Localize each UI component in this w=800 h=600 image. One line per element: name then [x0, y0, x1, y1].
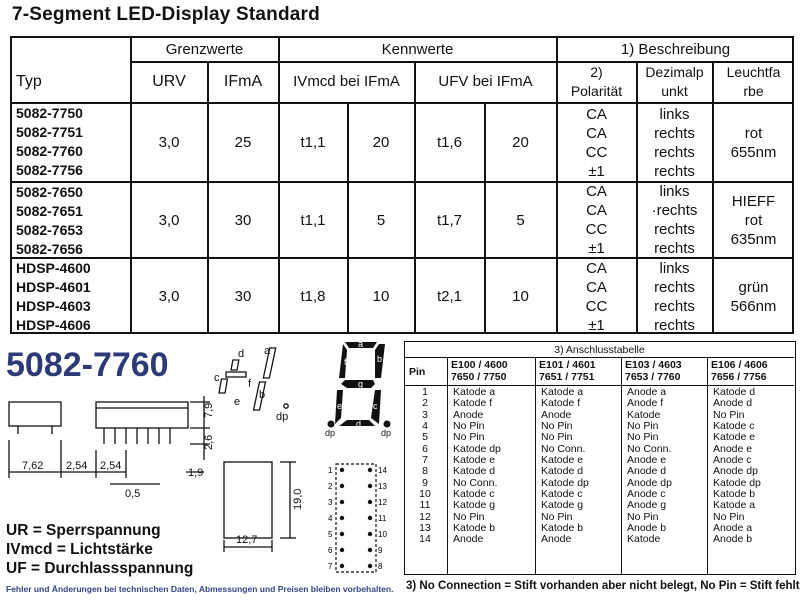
- type-code: 5082-7756: [16, 162, 83, 178]
- seg-label-dp: dp: [276, 411, 289, 422]
- pin-number-right: 12: [378, 498, 387, 507]
- pin-number-left: 7: [328, 562, 333, 571]
- cell-decimal: [637, 104, 712, 181]
- seg-label-c: c: [214, 372, 220, 384]
- col-decimal: Dezimalpunkt: [645, 63, 704, 99]
- pin-cell: Katode dp: [453, 442, 501, 455]
- polarity-value: CA: [586, 183, 607, 200]
- seg-label-d: d: [238, 348, 245, 360]
- pin-number-right: 11: [378, 514, 387, 523]
- pin-dot: [340, 516, 344, 520]
- dim-2-54-a: 2,54: [66, 460, 88, 472]
- type-code: 5082-7760: [16, 143, 83, 159]
- pin-cell: Katode g: [541, 499, 584, 512]
- cell-iv: t1,8: [300, 288, 326, 305]
- pin-cell: Anode b: [627, 522, 667, 535]
- pin-number-left: 4: [328, 514, 333, 523]
- pin-layout-diagram: [322, 458, 398, 576]
- pin-number-right: 8: [378, 562, 383, 571]
- cell-ur: 3,0: [158, 288, 180, 305]
- seg-label-f: f: [248, 378, 252, 390]
- cell-ur: 3,0: [158, 134, 180, 151]
- polarity-value: CA: [586, 278, 607, 296]
- group-types: [16, 259, 91, 335]
- dim-7-62: 7,62: [22, 460, 44, 472]
- pin-cell: Anode: [453, 533, 484, 546]
- decimal-value: rechts: [654, 316, 695, 334]
- pin-number-right: 10: [378, 530, 387, 539]
- cell-ur: 3,0: [158, 211, 180, 229]
- pin-cell: 8: [422, 465, 428, 478]
- cell-uf: t2,1: [436, 288, 463, 305]
- pin-dot: [340, 468, 344, 472]
- cell-iv-if: 20: [372, 134, 390, 151]
- color-value: HIEFF: [731, 192, 776, 210]
- pin-cell: Katode f: [453, 397, 493, 410]
- pin-cell: No Pin: [713, 510, 745, 523]
- pin-cell: Katode a: [453, 386, 496, 398]
- variant-header: [625, 359, 682, 383]
- color-value: 655nm: [730, 143, 777, 161]
- pin-cell: Katode c: [713, 420, 755, 433]
- pin-cell: 7: [422, 454, 428, 467]
- cell-iv: t1,1: [300, 211, 326, 229]
- seg-label-b: b: [259, 389, 266, 401]
- legend-uf: UF = Durchlassspannung: [6, 560, 194, 577]
- cell-color: [713, 104, 794, 181]
- pin-cell: 3: [422, 408, 428, 421]
- pin-cell: 11: [419, 499, 431, 512]
- footnote: Fehler und Änderungen bei technischen Daten, Abmessungen und Preisen bleiben vorbehalten.: [6, 584, 394, 594]
- note-connection: 3) No Connection = Stift vorhanden aber nicht belegt, No Pin = Stift fehlt: [406, 580, 800, 592]
- type-code: 5082-7656: [16, 241, 83, 257]
- pin-cell: Katode d: [713, 386, 756, 398]
- pin-assignment-column: [713, 387, 761, 546]
- decimal-value: ·rechts: [651, 202, 698, 219]
- pin-table: [404, 341, 796, 575]
- pin-cell: 6: [422, 442, 428, 455]
- cell-decimal: [637, 259, 712, 334]
- svg-text:b: b: [377, 354, 383, 364]
- dim-2-6: 2,6: [203, 434, 215, 450]
- pin-dot: [368, 532, 372, 536]
- pin-cell: Katode dp: [713, 476, 761, 489]
- cell-uf-if: 10: [512, 288, 529, 305]
- pin-cell: Anode e: [627, 454, 667, 467]
- pin-dot: [368, 564, 372, 568]
- decimal-value: links: [659, 105, 690, 123]
- pin-cell: No Pin: [541, 510, 573, 523]
- pin-cell: 14: [419, 533, 431, 546]
- pin-cell: Anode: [453, 408, 484, 421]
- pin-cell: Katode d: [541, 465, 584, 478]
- pin-cell: Katode: [627, 533, 661, 546]
- polarity-value: CC: [585, 143, 608, 161]
- color-value: rot: [744, 211, 763, 229]
- dim-7-9: 7,9: [203, 402, 215, 418]
- dim-0-5: 0,5: [125, 488, 141, 500]
- pin-cell: 10: [419, 488, 431, 501]
- pin-dot: [340, 532, 344, 536]
- decimal-value: rechts: [654, 297, 695, 315]
- pin-cell: Katode e: [713, 431, 756, 444]
- polarity-value: CC: [585, 221, 608, 238]
- pin-cell: 2: [422, 397, 428, 410]
- pin-cell: Katode a: [713, 499, 756, 512]
- type-code: 5082-7651: [16, 203, 83, 219]
- pin-cell: Anode c: [713, 454, 752, 467]
- col-if: IFmA: [223, 73, 263, 90]
- col-color: Leuchtfarbe: [726, 63, 781, 99]
- dim-19-0: 19,0: [292, 488, 304, 510]
- decimal-value: rechts: [654, 240, 695, 257]
- decimal-value: rechts: [654, 221, 695, 238]
- header-line: Pin: [409, 366, 426, 378]
- pin-cell: No Pin: [713, 408, 745, 421]
- type-code: HDSP-4601: [16, 279, 91, 295]
- legend-ur: UR = Sperrspannung: [6, 522, 161, 539]
- pin-cell: Anode a: [713, 522, 753, 535]
- pin-cell: Katode e: [541, 454, 584, 467]
- pin-assignment-column: [541, 387, 589, 546]
- pin-dot: [340, 564, 344, 568]
- variant-header: [539, 359, 596, 383]
- cell-if: 25: [234, 134, 252, 151]
- svg-text:dp: dp: [381, 428, 392, 438]
- part-number: 5082-7760: [6, 346, 169, 384]
- pin-cell: No Pin: [453, 510, 485, 523]
- variant-header: [451, 359, 508, 383]
- pin-dot: [368, 484, 372, 488]
- pin-cell: No Pin: [541, 420, 573, 433]
- decimal-value: rechts: [654, 124, 695, 142]
- pin-number-left: 5: [328, 530, 333, 539]
- polarity-value: CA: [586, 105, 607, 123]
- cell-polarity: [557, 259, 636, 334]
- pin-cell: Katode dp: [541, 476, 589, 489]
- color-value: 566nm: [730, 297, 777, 315]
- page-title: 7-Segment LED-Display Standard: [12, 4, 320, 25]
- pin-dot: [368, 500, 372, 504]
- pin-header: [409, 366, 425, 378]
- pin-dot: [368, 468, 372, 472]
- pin-cell: 12: [419, 510, 431, 523]
- svg-text:e: e: [337, 401, 343, 411]
- pin-cell: No Conn.: [453, 476, 498, 489]
- polarity-value: ±1: [588, 240, 605, 257]
- col-polarity: 2) Polarität: [570, 63, 623, 99]
- type-code: 5082-7751: [16, 124, 83, 140]
- pin-number-left: 3: [328, 498, 333, 507]
- cell-color: [713, 259, 794, 334]
- col-iv: IVmcd bei IFmA: [293, 73, 400, 90]
- cell-iv: t1,1: [300, 134, 326, 151]
- header-line: 7650 / 7750: [451, 371, 507, 383]
- color-value: grün: [738, 278, 769, 296]
- legend-iv: IVmcd = Lichtstärke: [6, 541, 153, 558]
- pin-cell: Anode e: [713, 442, 753, 455]
- pin-number-left: 6: [328, 546, 333, 555]
- pin-cell: Katode a: [541, 386, 584, 398]
- pin-cell: Anode d: [627, 465, 667, 478]
- type-code: 5082-7650: [16, 184, 83, 200]
- pin-cell: Katode: [627, 408, 661, 421]
- decimal-value: rechts: [654, 162, 695, 180]
- header-description: 1) Beschreibung: [620, 41, 731, 58]
- dim-1-9: 1,9: [188, 467, 204, 479]
- pin-number-left: 2: [328, 482, 333, 491]
- cell-iv-if: 10: [372, 288, 390, 305]
- decimal-value: rechts: [654, 278, 695, 296]
- svg-text:c: c: [373, 401, 378, 411]
- decimal-value: links: [659, 183, 690, 200]
- pin-cell: Anode dp: [713, 465, 758, 478]
- pin-cell: Anode f: [627, 397, 664, 410]
- cell-polarity: [557, 183, 636, 257]
- header-line: 7656 / 7756: [711, 371, 767, 383]
- col-ur: URV: [152, 73, 186, 90]
- header-line: 7653 / 7760: [625, 371, 681, 383]
- pin-dot: [368, 548, 372, 552]
- dim-2-54-b: 2,54: [100, 460, 122, 472]
- specs-table: [10, 36, 794, 334]
- pin-cell: Katode c: [453, 488, 495, 501]
- pin-cell: Katode d: [453, 465, 496, 478]
- header-line: E101 / 4601: [539, 359, 596, 371]
- header-characteristics: Kennwerte: [381, 41, 454, 58]
- col-type: Typ: [16, 73, 42, 90]
- type-code: 5082-7653: [16, 222, 83, 238]
- pin-cell: Katode e: [453, 454, 496, 467]
- polarity-value: CA: [586, 259, 607, 277]
- pin-cell: Anode g: [627, 499, 667, 512]
- pin-cell: Katode f: [541, 397, 581, 410]
- pin-cell: No Pin: [627, 431, 659, 444]
- cell-color: [713, 183, 794, 257]
- seg-label-a: a: [264, 345, 271, 357]
- pin-cell: No Pin: [453, 420, 485, 433]
- cell-uf-if: 5: [516, 211, 525, 229]
- pin-cell: Katode b: [541, 522, 584, 535]
- pin-cell: No Pin: [627, 510, 659, 523]
- pin-cell: Katode b: [453, 522, 496, 535]
- pin-cell: Katode g: [453, 499, 496, 512]
- header-line: E100 / 4600: [451, 359, 508, 371]
- pin-cell: Anode a: [627, 386, 667, 398]
- seg-label-e: e: [234, 396, 241, 408]
- cell-iv-if: 5: [376, 211, 386, 229]
- polarity-value: CA: [586, 124, 607, 142]
- pin-table-title: 3) Anschlusstabelle: [554, 344, 645, 356]
- type-code: HDSP-4606: [16, 317, 91, 333]
- pin-cell: No Pin: [627, 420, 659, 433]
- pin-cell: No Pin: [541, 431, 573, 444]
- type-code: HDSP-4600: [16, 260, 91, 276]
- header-line: E106 / 4606: [711, 359, 768, 371]
- decimal-value: rechts: [654, 143, 695, 161]
- pin-dot: [340, 548, 344, 552]
- cell-uf: t1,6: [436, 134, 463, 151]
- cell-uf-if: 20: [512, 134, 529, 151]
- pin-cell: 9: [422, 476, 428, 489]
- pin-cell: Katode c: [541, 488, 583, 501]
- polarity-value: ±1: [588, 162, 605, 180]
- header-limits: Grenzwerte: [165, 41, 244, 58]
- segment-label-diagram: [208, 342, 308, 422]
- pin-cell: Anode b: [713, 533, 753, 546]
- group-types: [16, 183, 83, 259]
- cell-if: 30: [234, 211, 252, 229]
- color-value: rot: [744, 124, 763, 142]
- pin-number-column: [415, 387, 435, 546]
- cell-decimal: [637, 183, 712, 257]
- pin-assignment-column: [453, 387, 501, 546]
- svg-text:a: a: [358, 339, 364, 349]
- pin-cell: 5: [422, 431, 428, 444]
- header-line: E103 / 4603: [625, 359, 682, 371]
- polarity-value: CA: [586, 202, 607, 219]
- pin-number-right: 9: [378, 546, 383, 555]
- svg-text:dp: dp: [325, 428, 336, 438]
- pin-cell: Anode: [541, 408, 572, 421]
- header-line: 7651 / 7751: [539, 371, 595, 383]
- pin-cell: No Conn.: [627, 442, 672, 455]
- pin-cell: 1: [422, 386, 428, 398]
- decimal-value: links: [659, 259, 690, 277]
- svg-text:g: g: [358, 379, 364, 389]
- seven-segment-digit: [323, 338, 403, 438]
- pin-cell: Anode dp: [627, 476, 672, 489]
- pin-number-right: 14: [378, 466, 387, 475]
- pin-cell: 4: [422, 420, 428, 433]
- pin-assignment-column: [627, 387, 672, 546]
- group-types: [16, 104, 83, 180]
- variant-header: [711, 359, 768, 383]
- pin-cell: Anode: [541, 533, 572, 546]
- pin-cell: 13: [419, 522, 431, 535]
- pin-number-left: 1: [328, 466, 333, 475]
- pin-dot: [340, 500, 344, 504]
- pin-dot: [368, 516, 372, 520]
- svg-text:d: d: [356, 419, 362, 429]
- pin-number-right: 13: [378, 482, 387, 491]
- cell-uf: t1,7: [436, 211, 463, 229]
- type-code: HDSP-4603: [16, 298, 91, 314]
- col-uf: UFV bei IFmA: [438, 73, 533, 90]
- svg-text:f: f: [344, 357, 347, 367]
- color-value: 635nm: [730, 230, 777, 248]
- cell-polarity: [557, 104, 636, 181]
- pin-cell: No Conn.: [541, 442, 586, 455]
- pin-cell: Katode b: [713, 488, 756, 501]
- cell-if: 30: [234, 288, 252, 305]
- pin-cell: Anode d: [713, 397, 753, 410]
- pin-cell: Anode c: [627, 488, 666, 501]
- pin-dot: [340, 484, 344, 488]
- dim-12-7: 12,7: [236, 534, 258, 546]
- pin-cell: No Pin: [453, 431, 485, 444]
- polarity-value: CC: [585, 297, 608, 315]
- type-code: 5082-7750: [16, 105, 83, 121]
- polarity-value: ±1: [588, 316, 605, 334]
